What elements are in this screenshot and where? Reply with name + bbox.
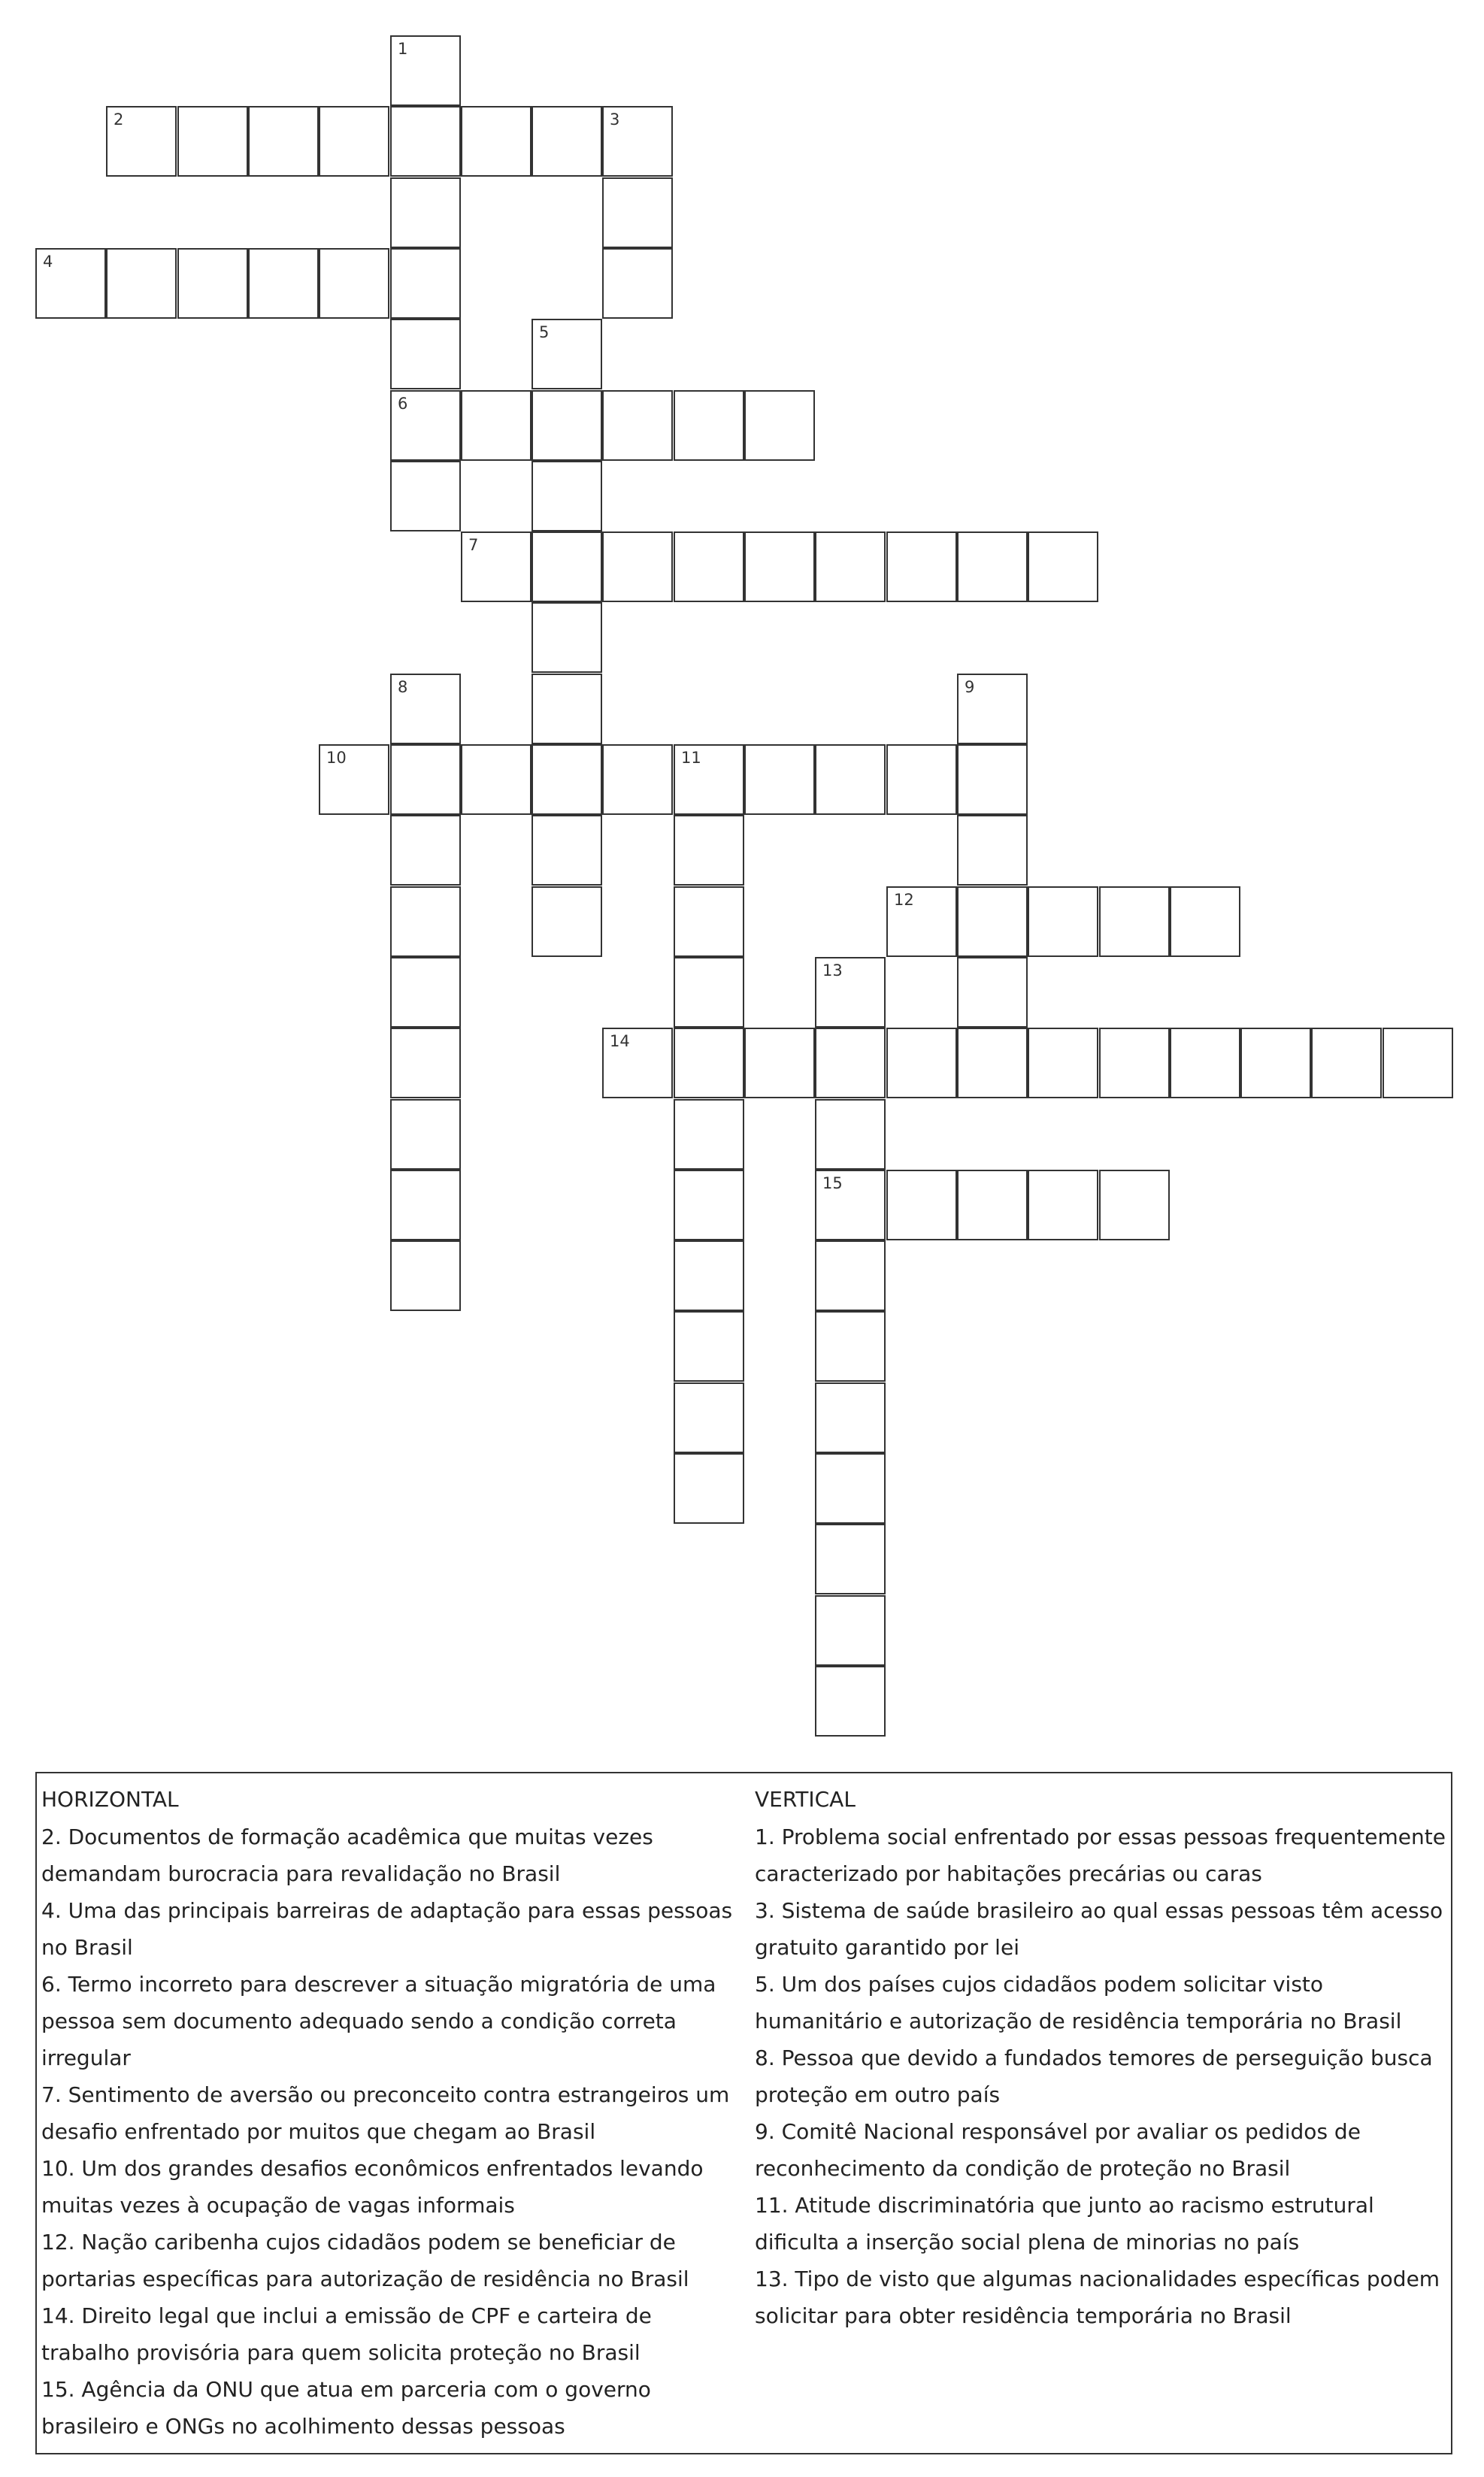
crossword-cell[interactable] — [1099, 886, 1170, 957]
crossword-cell[interactable] — [744, 744, 815, 815]
crossword-cell[interactable] — [957, 531, 1028, 602]
clue-across-4: 4. Uma das principais barreiras de adaptação para essas pessoas no Brasil — [41, 1898, 733, 1960]
crossword-cell[interactable] — [1028, 531, 1098, 602]
crossword-cell[interactable] — [602, 531, 673, 602]
crossword-cell[interactable] — [674, 1311, 744, 1382]
crossword-cell[interactable] — [390, 319, 461, 389]
crossword-cell[interactable] — [390, 674, 461, 744]
clue-down-5: 5. Um dos países cujos cidadãos podem solicitar visto humanitário e autorização de residência temporária no Brasil — [755, 1972, 1402, 2033]
clue-number: 13 — [822, 961, 843, 980]
crossword-cell[interactable] — [602, 177, 673, 248]
clue-across-7: 7. Sentimento de aversão ou preconceito contra estrangeiros um desafio enfrentado por muitos que chegam ao Brasil — [41, 2082, 730, 2144]
crossword-cell[interactable] — [1099, 1170, 1170, 1240]
crossword-cell[interactable] — [390, 1240, 461, 1311]
crossword-cell[interactable] — [532, 886, 602, 957]
crossword-cell[interactable] — [319, 106, 389, 177]
clue-number: 11 — [681, 749, 701, 767]
clue-number: 15 — [822, 1174, 843, 1192]
crossword-cell[interactable] — [1028, 886, 1098, 957]
crossword-cell[interactable] — [815, 531, 886, 602]
clue-number: 7 — [468, 536, 479, 554]
clue-number: 8 — [398, 678, 408, 696]
crossword-cell[interactable] — [532, 815, 602, 886]
crossword-cell[interactable] — [602, 744, 673, 815]
clue-down-1: 1. Problema social enfrentado por essas pessoas frequentemente caracterizado por habitações precárias ou caras — [755, 1824, 1446, 1886]
crossword-cell[interactable] — [461, 744, 532, 815]
crossword-cell[interactable] — [886, 1170, 957, 1240]
crossword-cell[interactable] — [886, 1028, 957, 1098]
crossword-cell[interactable] — [957, 815, 1028, 886]
crossword-cell[interactable] — [461, 390, 532, 461]
crossword-cell[interactable] — [744, 390, 815, 461]
crossword-cell[interactable] — [532, 390, 602, 461]
crossword-cell[interactable] — [815, 1595, 886, 1666]
crossword-cell[interactable] — [319, 248, 389, 319]
clue-number: 4 — [43, 253, 53, 271]
clue-across-6: 6. Termo incorreto para descrever a situação migratória de uma pessoa sem documento adequado sendo a condição correta irregular — [41, 1972, 716, 2070]
crossword-cell[interactable] — [815, 1028, 886, 1098]
crossword-cell[interactable] — [674, 744, 744, 815]
crossword-cell[interactable] — [674, 1099, 744, 1170]
crossword-cell[interactable] — [390, 177, 461, 248]
vertical-clues-title: VERTICAL — [755, 1787, 856, 1812]
crossword-cell[interactable] — [815, 957, 886, 1028]
clue-number: 2 — [114, 111, 124, 129]
crossword-cell[interactable] — [602, 106, 673, 177]
crossword-cell[interactable] — [957, 1028, 1028, 1098]
crossword-cell[interactable] — [390, 106, 461, 177]
clue-number: 10 — [326, 749, 347, 767]
clue-across-14: 14. Direito legal que inclui a emissão de CPF e carteira de trabalho provisória para quem solicita proteção no Brasil — [41, 2303, 652, 2365]
crossword-cell[interactable] — [886, 531, 957, 602]
crossword-cell[interactable] — [1028, 1170, 1098, 1240]
crossword-cell[interactable] — [390, 35, 461, 106]
clue-number: 6 — [398, 395, 408, 413]
crossword-cell[interactable] — [390, 744, 461, 815]
crossword-cell[interactable] — [674, 531, 744, 602]
crossword-cell[interactable] — [390, 1170, 461, 1240]
crossword-cell[interactable] — [674, 1453, 744, 1524]
crossword-cell[interactable] — [602, 390, 673, 461]
crossword-cell[interactable] — [674, 1240, 744, 1311]
crossword-cell[interactable] — [461, 106, 532, 177]
crossword-cell[interactable] — [248, 106, 319, 177]
clue-number: 1 — [398, 40, 408, 58]
crossword-cell[interactable] — [674, 815, 744, 886]
clue-across-12: 12. Nação caribenha cujos cidadãos podem se beneficiar de portarias específicas para autorização de residência no Brasil — [41, 2230, 689, 2291]
clue-across-15: 15. Agência da ONU que atua em parceria com o governo brasileiro e ONGs no acolhimento dessas pessoas — [41, 2377, 651, 2439]
crossword-cell[interactable] — [1311, 1028, 1382, 1098]
crossword-cell[interactable] — [744, 1028, 815, 1098]
crossword-cell[interactable] — [886, 744, 957, 815]
crossword-cell[interactable] — [390, 248, 461, 319]
crossword-cell[interactable] — [602, 1028, 673, 1098]
crossword-cell[interactable] — [106, 106, 177, 177]
crossword-cell[interactable] — [532, 461, 602, 531]
crossword-cell[interactable] — [390, 390, 461, 461]
crossword-cell[interactable] — [390, 886, 461, 957]
clue-number: 3 — [610, 111, 620, 129]
crossword-cell[interactable] — [106, 248, 177, 319]
crossword-cell[interactable] — [532, 106, 602, 177]
crossword-cell[interactable] — [674, 957, 744, 1028]
crossword-cell[interactable] — [957, 957, 1028, 1028]
crossword-cell[interactable] — [532, 531, 602, 602]
crossword-cell[interactable] — [815, 744, 886, 815]
crossword-cell[interactable] — [177, 106, 248, 177]
crossword-cell[interactable] — [744, 531, 815, 602]
crossword-cell[interactable] — [815, 1240, 886, 1311]
crossword-cell[interactable] — [390, 957, 461, 1028]
crossword-cell[interactable] — [390, 461, 461, 531]
crossword-cell[interactable] — [886, 886, 957, 957]
clue-down-13: 13. Tipo de visto que algumas nacionalidades específicas podem solicitar para obter residência temporária no Brasil — [755, 2267, 1440, 2328]
crossword-cell[interactable] — [35, 248, 106, 319]
crossword-cell[interactable] — [461, 531, 532, 602]
clue-down-11: 11. Atitude discriminatória que junto ao racismo estrutural dificulta a inserção social plena de minorias no país — [755, 2193, 1374, 2254]
clue-number: 12 — [894, 891, 914, 909]
crossword-cell[interactable] — [532, 744, 602, 815]
crossword-cell[interactable] — [1240, 1028, 1311, 1098]
crossword-cell[interactable] — [815, 1382, 886, 1453]
crossword-cell[interactable] — [1170, 886, 1240, 957]
crossword-cell[interactable] — [532, 602, 602, 673]
clue-down-8: 8. Pessoa que devido a fundados temores de perseguição busca proteção em outro país — [755, 2045, 1433, 2107]
crossword-cell[interactable] — [815, 1311, 886, 1382]
crossword-cell[interactable] — [390, 1099, 461, 1170]
crossword-cell[interactable] — [815, 1170, 886, 1240]
crossword-cell[interactable] — [1028, 1028, 1098, 1098]
crossword-cell[interactable] — [674, 1028, 744, 1098]
clue-number: 14 — [610, 1032, 630, 1050]
crossword-cell[interactable] — [248, 248, 319, 319]
clue-number: 9 — [965, 678, 975, 696]
crossword-cell[interactable] — [957, 744, 1028, 815]
crossword-cell[interactable] — [957, 674, 1028, 744]
crossword-cell[interactable] — [390, 815, 461, 886]
crossword-cell[interactable] — [1099, 1028, 1170, 1098]
crossword-cell[interactable] — [674, 1170, 744, 1240]
crossword-cell[interactable] — [532, 319, 602, 389]
clues-panel — [35, 1772, 1452, 2454]
crossword-cell[interactable] — [177, 248, 248, 319]
crossword-cell[interactable] — [674, 886, 744, 957]
crossword-cell[interactable] — [390, 1028, 461, 1098]
clue-across-2: 2. Documentos de formação acadêmica que muitas vezes demandam burocracia para revalidação no Brasil — [41, 1824, 653, 1886]
crossword-cell[interactable] — [319, 744, 389, 815]
crossword-cell[interactable] — [815, 1524, 886, 1594]
crossword-cell[interactable] — [815, 1453, 886, 1524]
crossword-cell[interactable] — [532, 674, 602, 744]
clue-number: 5 — [539, 323, 550, 341]
clue-down-3: 3. Sistema de saúde brasileiro ao qual essas pessoas têm acesso gratuito garantido por lei — [755, 1898, 1443, 1960]
crossword-cell[interactable] — [815, 1099, 886, 1170]
crossword-cell[interactable] — [1383, 1028, 1453, 1098]
crossword-cell[interactable] — [674, 1382, 744, 1453]
crossword-cell[interactable] — [815, 1666, 886, 1737]
clue-across-10: 10. Um dos grandes desafios econômicos enfrentados levando muitas vezes à ocupação de vagas informais — [41, 2156, 704, 2218]
crossword-cell[interactable] — [602, 248, 673, 319]
vertical-clues-column — [755, 1781, 1454, 2334]
crossword-cell[interactable] — [1170, 1028, 1240, 1098]
crossword-cell[interactable] — [957, 886, 1028, 957]
crossword-cell[interactable] — [674, 390, 744, 461]
horizontal-clues-title: HORIZONTAL — [41, 1787, 179, 1812]
clue-down-9: 9. Comitê Nacional responsável por avaliar os pedidos de reconhecimento da condição de proteção no Brasil — [755, 2119, 1361, 2181]
horizontal-clues-column — [41, 1781, 740, 2445]
crossword-cell[interactable] — [957, 1170, 1028, 1240]
